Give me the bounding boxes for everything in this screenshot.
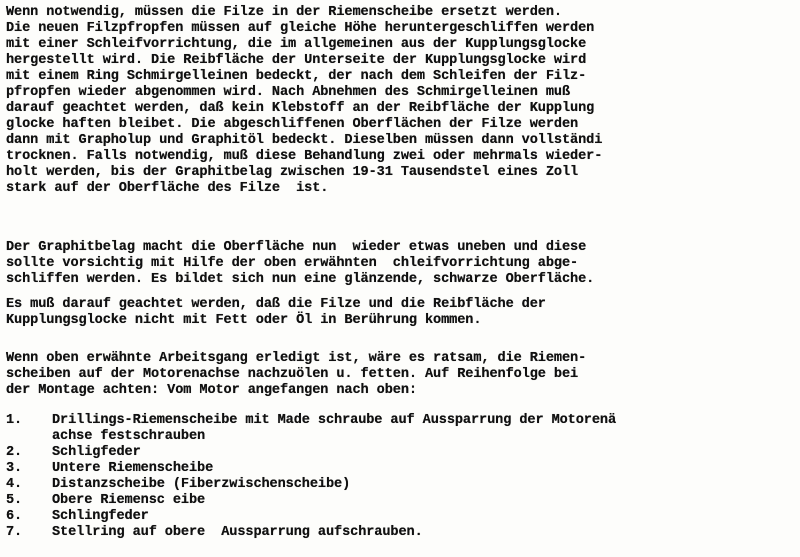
text-line: Die neuen Filzpfropfen müssen auf gleiche Höhe heruntergeschliffen werden	[6, 21, 595, 36]
list-number: 1.	[6, 413, 23, 428]
paragraph-montage	[6, 351, 800, 399]
text-line: mit einer Schleifvorrichtung, die im allgemeinen aus der Kupplungsglocke	[6, 37, 587, 52]
text-line: pfropfen wieder abgenommen wird. Nach Abnehmen des Schmirgelleinen muß	[6, 85, 571, 100]
list-item	[6, 509, 616, 525]
list-item-continuation	[6, 429, 616, 445]
list-number: 7.	[6, 525, 23, 540]
text-line: schliffen werden. Es bildet sich nun eine glänzende, schwarze Oberfläche.	[6, 272, 595, 287]
list-number: 5.	[6, 493, 23, 508]
list-item-text: Obere Riemensc eibe	[52, 493, 206, 508]
list-number: 3.	[6, 461, 23, 476]
text-line: sollte vorsichtig mit Hilfe der oben erwähnten chleifvorrichtung abge-	[6, 256, 579, 271]
list-item-text: Drillings-Riemenscheibe mit Made schraube auf Aussparrung der Motorenä	[52, 413, 617, 428]
paragraph-fett-warnung	[6, 297, 800, 329]
list-item	[6, 525, 616, 541]
list-item	[6, 413, 616, 429]
text-line: mit einem Ring Schmirgelleinen bedeckt, der nach dem Schleifen der Filz-	[6, 69, 587, 84]
text-line: Wenn notwendig, müssen die Filze in der Riemenscheibe ersetzt werden.	[6, 5, 562, 20]
montage-reihenfolge-list	[6, 413, 616, 541]
text-line: darauf geachtet werden, daß kein Klebstoff an der Reibfläche der Kupplung	[6, 101, 595, 116]
text-line: Der Graphitbelag macht die Oberfläche nun wieder etwas uneben und diese	[6, 240, 587, 255]
text-line: Wenn oben erwähnte Arbeitsgang erledigt ist, wäre es ratsam, die Riemen-	[6, 351, 587, 366]
list-item	[6, 493, 616, 509]
list-item-text: Schligfeder	[52, 445, 141, 460]
list-item	[6, 477, 616, 493]
list-item-text: Untere Riemenscheibe	[52, 461, 214, 476]
text-line: hergestellt wird. Die Reibfläche der Unterseite der Kupplungsglocke wird	[6, 53, 587, 68]
text-line: dann mit Grapholup und Graphitöl bedeckt. Dieselben müssen dann vollständi	[6, 133, 603, 148]
text-line: holt werden, bis der Graphitbelag zwischen 19-31 Tausendstel eines Zoll	[6, 165, 579, 180]
text-line: Kupplungsglocke nicht mit Fett oder Öl in Berührung kommen.	[6, 313, 482, 328]
list-item-text: Schlingfeder	[52, 509, 149, 524]
text-line: stark auf der Oberfläche des Filze ist.	[6, 181, 329, 196]
text-line: der Montage achten: Vom Motor angefangen nach oben:	[6, 383, 417, 398]
text-line: scheiben auf der Motorenachse nachzuölen u. fetten. Auf Reihenfolge bei	[6, 367, 579, 382]
list-number: 6.	[6, 509, 23, 524]
text-line: glocke haften bleibet. Die abgeschliffenen Oberflächen der Filze werden	[6, 117, 579, 132]
list-item-text: achse festschrauben	[52, 429, 206, 444]
list-number: 4.	[6, 477, 23, 492]
paragraph-graphitbelag	[6, 240, 800, 288]
paragraph-filze-ersetzen	[6, 5, 800, 197]
text-line: Es muß darauf geachtet werden, daß die Filze und die Reibfläche der	[6, 297, 546, 312]
list-number: 2.	[6, 445, 23, 460]
list-item-text: Stellring auf obere Aussparrung aufschrauben.	[52, 525, 423, 540]
list-item	[6, 445, 616, 461]
text-line: trocknen. Falls notwendig, muß diese Behandlung zwei oder mehrmals wieder-	[6, 149, 603, 164]
list-item	[6, 461, 616, 477]
list-item-text: Distanzscheibe (Fiberzwischenscheibe)	[52, 477, 351, 492]
